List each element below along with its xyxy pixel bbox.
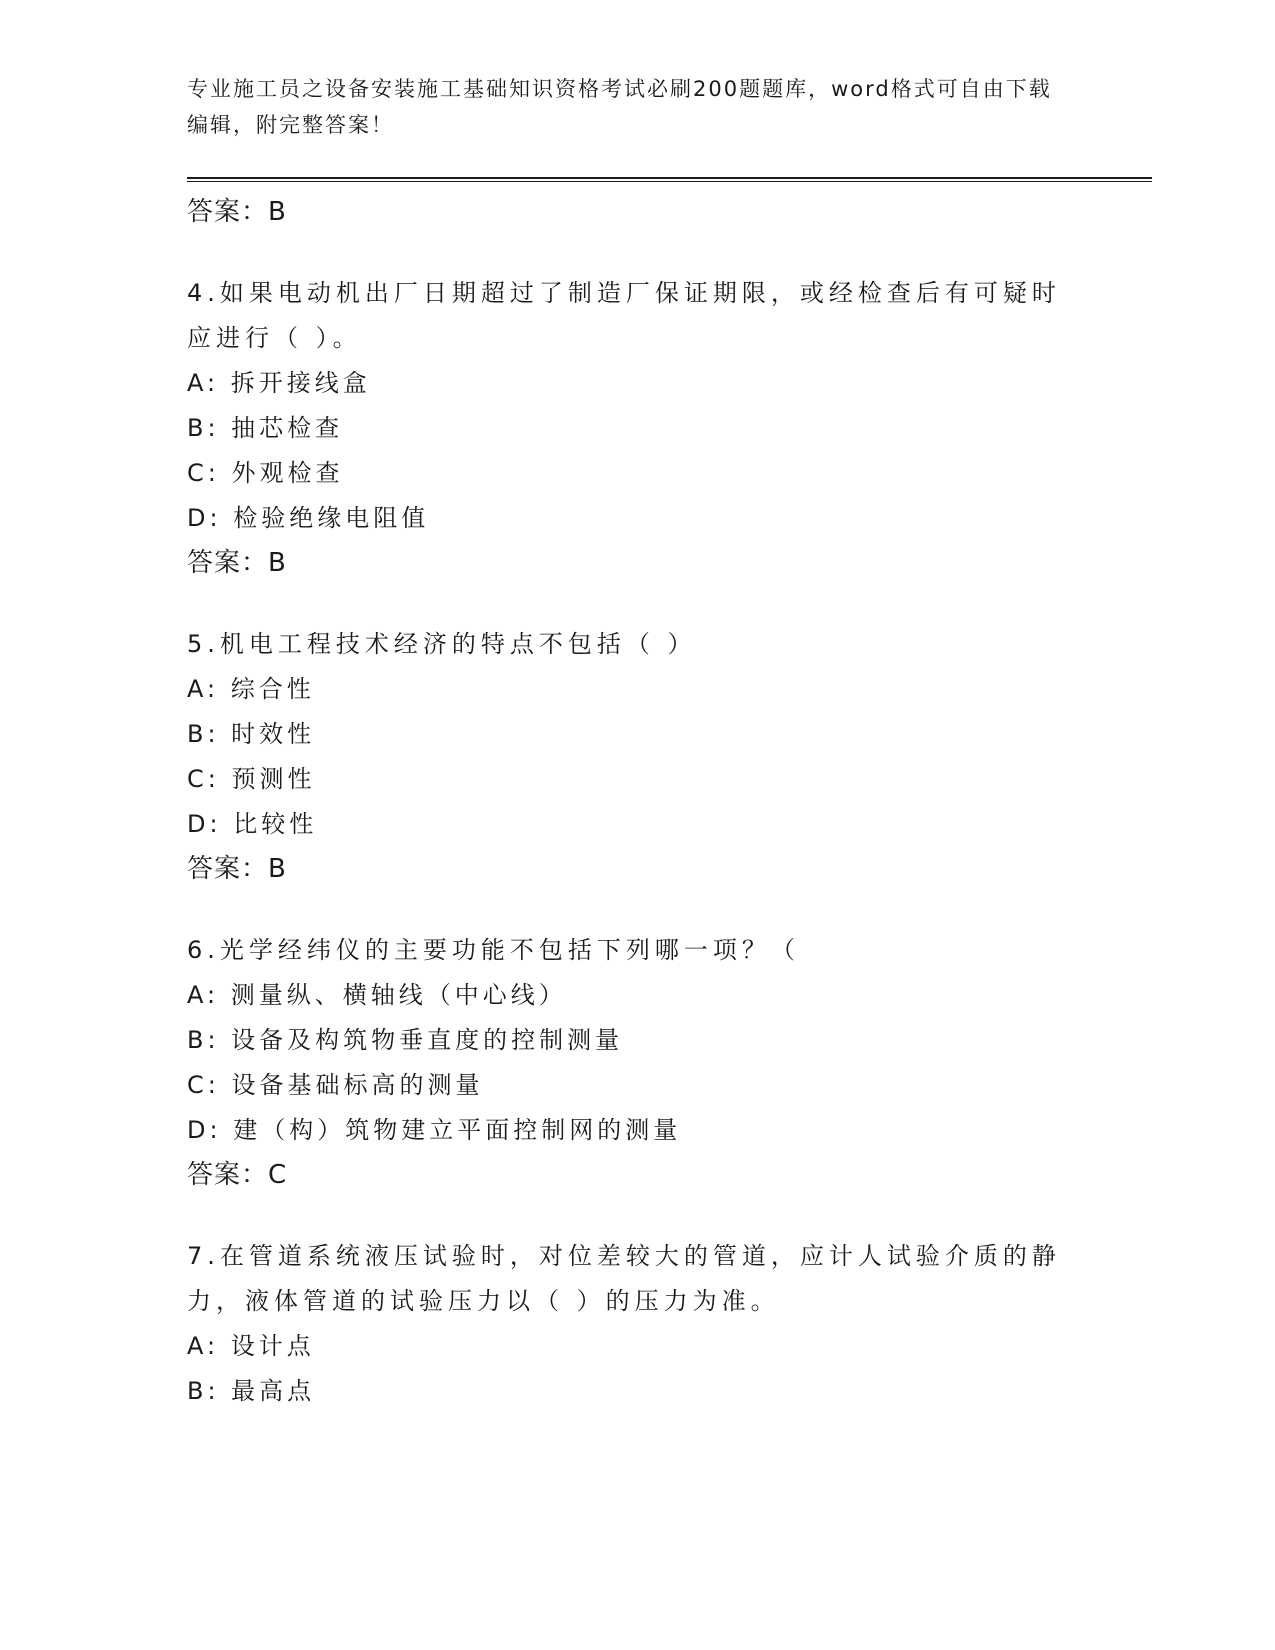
question-stem: 5.机电工程技术经济的特点不包括（ ）	[187, 630, 697, 658]
option-b: B: 抽芯检查	[187, 414, 344, 442]
question-stem: 7.在管道系统液压试验时，对位差较大的管道，应计人试验介质的静力，液体管道的试验压力以（ ）的压力为准。	[187, 1242, 1061, 1315]
question-item	[187, 622, 1067, 892]
option-c: C: 预测性	[187, 765, 316, 793]
question-item	[187, 271, 1067, 586]
option-b: B: 设备及构筑物垂直度的控制测量	[187, 1026, 624, 1054]
option-b: B: 最高点	[187, 1377, 316, 1405]
option-d: D: 建（构）筑物建立平面控制网的测量	[187, 1116, 682, 1144]
question-stem: 6.光学经纬仪的主要功能不包括下列哪一项？（	[187, 936, 800, 964]
answer-line: 答案：B	[187, 854, 287, 884]
option-a: A: 测量纵、横轴线（中心线）	[187, 981, 567, 1009]
question-item	[187, 1234, 1067, 1414]
question-item	[187, 928, 1067, 1198]
answer-line: 答案：C	[187, 1160, 288, 1190]
option-d: D: 比较性	[187, 810, 318, 838]
option-a: A: 设计点	[187, 1332, 315, 1360]
option-d: D: 检验绝缘电阻值	[187, 504, 430, 532]
option-c: C: 外观检查	[187, 459, 344, 487]
option-a: A: 拆开接线盒	[187, 369, 371, 397]
answer-line: 答案：B	[187, 548, 287, 578]
answer-line: 答案：B	[187, 197, 287, 227]
document-header-title: 专业施工员之设备安装施工基础知识资格考试必刷200题题库，word格式可自由下载编辑，附完整答案！	[187, 77, 1052, 137]
option-a: A: 综合性	[187, 675, 315, 703]
question-list	[187, 190, 1067, 1414]
question-stem: 4.如果电动机出厂日期超过了制造厂保证期限，或经检查后有可疑时应进行（ ）。	[187, 279, 1061, 352]
option-c: C: 设备基础标高的测量	[187, 1071, 484, 1099]
option-b: B: 时效性	[187, 720, 316, 748]
header-divider	[187, 177, 1152, 182]
